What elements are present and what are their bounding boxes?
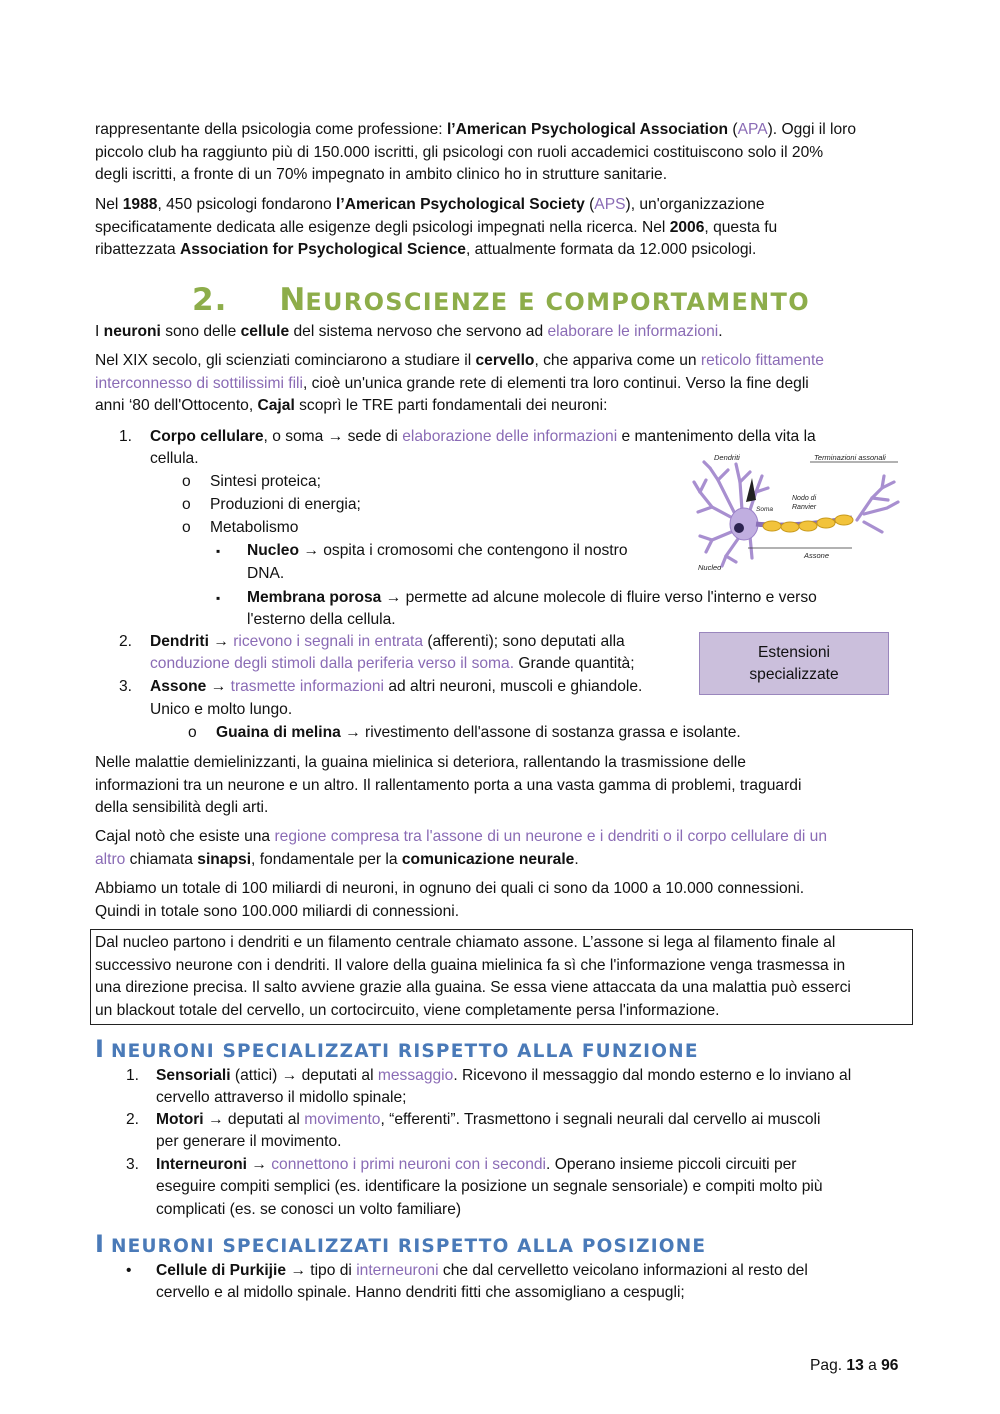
sub-sub-item: Membrana porosa → permette ad alcune molecole di fluire verso l'interno e verso	[247, 589, 817, 606]
sub-marker: o	[182, 519, 191, 536]
heading-funzione: I NEURONI SPECIALIZZATI RISPETTO ALLA FUNZIONE	[95, 1035, 699, 1063]
list-item: Sensoriali (attici) → deputati al messaggio. Ricevono il messaggio dal mondo esterno e lo inviano al	[156, 1067, 852, 1084]
list-item: Cellule di Purkijie → tipo di interneuroni che dal cervelletto veicolano informazioni al resto del	[156, 1262, 808, 1279]
neuroni-intro: I neuroni sono delle cellule del sistema nervoso che servono ad elaborare le informazioni.	[95, 323, 723, 340]
bullet-marker: •	[126, 1262, 132, 1279]
neuron-diagram	[692, 452, 902, 574]
callout-line: specializzate	[749, 665, 839, 683]
callout-box	[699, 632, 889, 695]
sub-marker: o	[182, 473, 191, 490]
list-number: 3.	[126, 1156, 140, 1173]
total-pages: 96	[881, 1357, 899, 1374]
heading-posizione: I NEURONI SPECIALIZZATI RISPETTO ALLA POSIZIONE	[95, 1230, 707, 1258]
malattie-paragraph: Nelle malattie demielinizzanti, la guaina mielinica si deteriora, rallentando la trasmissione delle informazioni tra un neurone e un altro. Il rallentamento porta a una vasta gamma di problemi, traguardi della sensibilità degli arti.	[95, 754, 802, 816]
axon-hillock-shape	[746, 478, 756, 502]
list-item-cont: cervello attraverso il midollo spinale;	[156, 1089, 407, 1106]
sub-item: Sintesi proteica;	[210, 473, 321, 490]
boxed-note-text: Dal nucleo partono i dendriti e un filamento centrale chiamato assone. L’assone si lega al filamento finale al successivo neurone con i dendriti. Il valore della guaina mielinica fa sì che l'informazione venga trasmessa in una direzione precisa. Il salto avviene grazie alla guaina. Se essa viene attaccata da una malattia può esserci un blackout totale del cervello, un cortocircuito, viene completamente persa l'informazione.	[95, 934, 851, 1019]
label-nodo: Nodo di	[792, 495, 817, 502]
list-item-cont: Unico e molto lungo.	[150, 701, 293, 718]
soma-shape	[730, 508, 758, 540]
list-number: 2.	[119, 633, 133, 650]
label-dendriti: Dendriti	[714, 453, 740, 462]
label-soma: Soma	[756, 506, 773, 513]
aps-paragraph: Nel 1988, 450 psicologi fondarono l’American Psychological Society (APS), un'organizzazione specificatamente dedicata alle esigenze degli psicologi impegnati nella ricerca. Nel 2006, questa fu ribattezzata Association for Psychological Science, attualmente formata da 12.000 psicologi.	[95, 196, 778, 258]
list-item-cont: complicati (es. se conosci un volto familiare)	[156, 1201, 462, 1218]
totale-paragraph: Abbiamo un totale di 100 miliardi di neuroni, in ognuno dei quali ci sono da 1000 a 10.000 connessioni. Quindi in totale sono 100.000 miliardi di connessioni.	[95, 880, 805, 920]
current-page: 13	[846, 1357, 864, 1374]
sub-marker: o	[188, 724, 197, 741]
list-number: 1.	[119, 428, 133, 445]
list-item: Motori → deputati al movimento, “efferenti”. Trasmettono i segnali neurali dal cervello ai muscoli	[156, 1111, 821, 1128]
list-item: Corpo cellulare, o soma → sede di elaborazione delle informazioni e mantenimento della vita la	[150, 428, 816, 445]
myelin-sheath	[763, 515, 853, 532]
list-item-cont: eseguire compiti semplici (es. identificare la posizione un segnale sensoriale) e compiti molto più	[156, 1178, 823, 1195]
list-item: Dendriti → ricevono i segnali in entrata (afferenti); sono deputati alla	[150, 633, 625, 650]
square-bullet: ▪	[216, 544, 221, 558]
label-assone: Assone	[804, 551, 830, 560]
list-item-cont: cellula.	[150, 450, 199, 467]
sub-item: Produzioni di energia;	[210, 496, 361, 513]
xix-paragraph: Nel XIX secolo, gli scienziati cominciarono a studiare il cervello, che appariva come un reticolo fittamente interconnesso di sottilissimi fili, cioè un'unica grande rete di elementi tra loro continui. Verso la fine degli anni ‘80 dell'Ottocento, Cajal scoprì le TRE parti fondamentali dei neuroni:	[95, 352, 824, 414]
sub-sub-item-cont: DNA.	[247, 565, 285, 582]
callout-line: Estensioni	[758, 643, 830, 661]
dendrites	[694, 462, 898, 566]
intro-paragraph: rappresentante della psicologia come professione: l’American Psychological Association (APA). Oggi il loro piccolo club ha raggiunto più di 150.000 iscritti, gli psicologi con ruoli accademici costituiscono solo il 20% degli iscritti, a fronte di un 70% impegnato in ambito clinico ho in strutture sanitarie.	[95, 121, 857, 183]
sub-item: Guaina di melina → rivestimento dell'assone di sostanza grassa e isolante.	[216, 724, 741, 741]
list-item: Assone → trasmette informazioni ad altri neuroni, muscoli e ghiandole.	[150, 678, 643, 695]
list-number: 3.	[119, 678, 133, 695]
label-nucleo: Nucleo	[698, 563, 722, 572]
list-item-cont: per generare il movimento.	[156, 1133, 342, 1150]
sub-sub-item-cont: l'esterno della cellula.	[247, 611, 396, 628]
list-number: 2.	[126, 1111, 140, 1128]
list-item-cont: cervello e al midollo spinale. Hanno dendriti fitti che assomigliano a cespugli;	[156, 1284, 685, 1301]
square-bullet: ▪	[216, 591, 221, 605]
section-heading: 2. NEUROSCIENZE E COMPORTAMENTO	[192, 282, 810, 318]
sub-marker: o	[182, 496, 191, 513]
label-ranvier: Ranvier	[792, 504, 817, 511]
page-footer: Pag. 13 a 96	[810, 1357, 899, 1374]
sinapsi-paragraph: Cajal notò che esiste una regione compresa tra l'assone di un neurone e i dendriti o il corpo cellulare di un altro chiamata sinapsi, fondamentale per la comunicazione neurale.	[95, 828, 828, 868]
list-number: 1.	[126, 1067, 140, 1084]
list-item: Interneuroni → connettono i primi neuroni con i secondi. Operano insieme piccoli circuiti per	[156, 1156, 797, 1173]
label-terminazioni: Terminazioni assonali	[814, 453, 886, 462]
sub-sub-item: Nucleo → ospita i cromosomi che contengono il nostro	[247, 542, 628, 559]
sub-item: Metabolismo	[210, 519, 299, 536]
list-item-cont: conduzione degli stimoli dalla periferia verso il soma. Grande quantità;	[150, 655, 635, 672]
nucleus-shape	[734, 523, 744, 533]
